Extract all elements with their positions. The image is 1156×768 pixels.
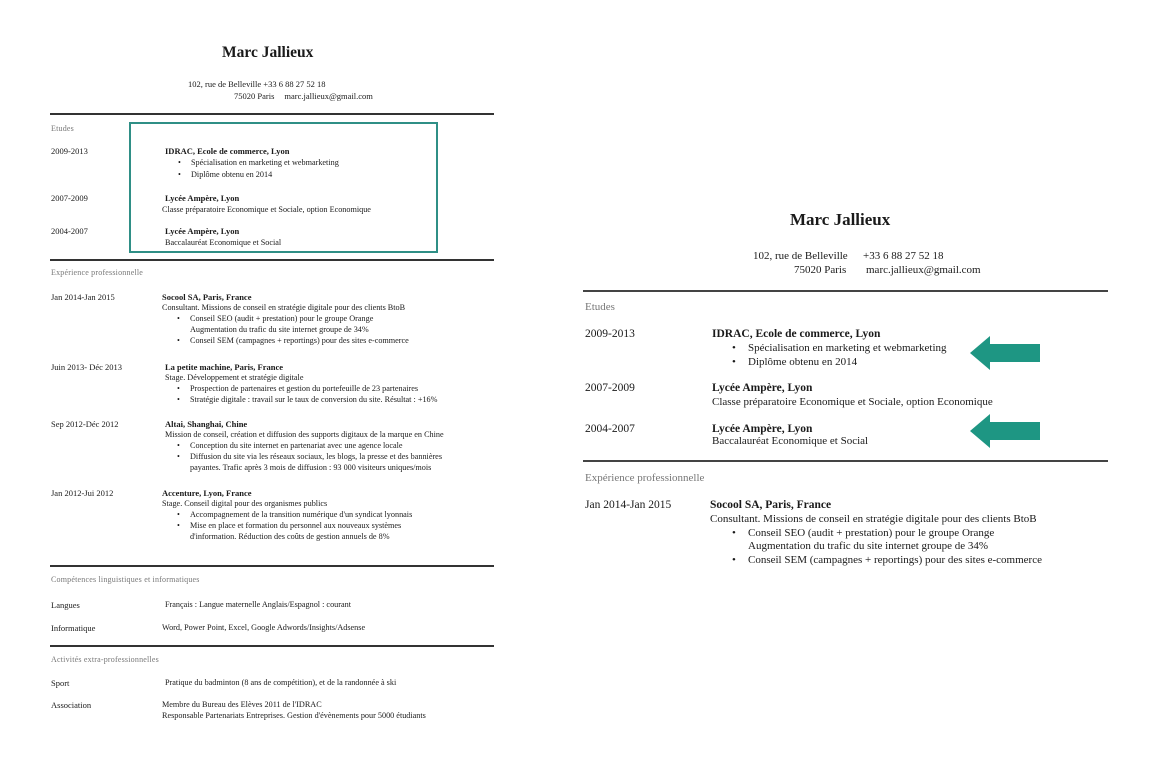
edu-institution: Lycée Ampère, Lyon (712, 382, 813, 394)
edu-bullet: • Spécialisation en marketing et webmarketing (748, 342, 947, 354)
divider (583, 290, 1108, 292)
edu-institution: IDRAC, Ecole de commerce, Lyon (712, 328, 881, 340)
activity-label: Association (51, 700, 92, 710)
exp-bullet-cont: Augmentation du trafic du site internet groupe de 34% (748, 540, 989, 552)
edu-date: 2009-2013 (585, 328, 635, 340)
exp-bullet: • Mise en place et formation du personnel aux nouveaux systèmes (190, 521, 401, 530)
exp-bullet: • Diffusion du site via les réseaux sociaux, les blogs, la presse et des bannières (190, 452, 442, 461)
cv-email: marc.jallieux@gmail.com (866, 264, 981, 276)
edu-detail: Baccalauréat Economique et Social (712, 435, 869, 447)
exp-date: Jan 2014-Jan 2015 (585, 499, 672, 511)
exp-role: Consultant. Missions de conseil en stratégie digitale pour des clients BtoB (710, 513, 1037, 525)
exp-bullet: • Prospection de partenaires et gestion du portefeuille de 23 partenaires (190, 384, 418, 393)
cv-name: Marc Jallieux (790, 210, 891, 229)
section-heading-experience: Expérience professionnelle (585, 472, 705, 484)
edu-detail: Classe préparatoire Economique et Sociale, option Economique (162, 205, 371, 214)
exp-role: Consultant. Missions de conseil en stratégie digitale pour des clients BtoB (162, 303, 406, 312)
edu-bullet: • Diplôme obtenu en 2014 (748, 356, 857, 368)
exp-date: Juin 2013- Déc 2013 (51, 362, 123, 372)
divider (50, 565, 494, 567)
skill-value: Français : Langue maternelle Anglais/Espagnol : courant (165, 600, 351, 609)
exp-role: Mission de conseil, création et diffusion des supports digitaux de la marque en Chine (165, 430, 444, 439)
section-heading-etudes: Etudes (585, 301, 615, 313)
edu-date: 2007-2009 (585, 382, 635, 394)
arrow-left-icon (970, 336, 1042, 370)
exp-date: Sep 2012-Déc 2012 (51, 419, 119, 429)
divider (583, 460, 1108, 462)
cv-city: 75020 Paris (234, 91, 275, 101)
divider (50, 259, 494, 261)
exp-bullet: • Conseil SEO (audit + prestation) pour le groupe Orange (190, 314, 373, 323)
arrow-left-icon (970, 414, 1042, 448)
cv-city: 75020 Paris (794, 264, 847, 276)
cv-phone: +33 6 88 27 52 18 (863, 250, 944, 262)
edu-date: 2009-2013 (51, 146, 88, 156)
exp-bullet-cont: payantes. Trafic après 3 mois de diffusion : 93 000 visiteurs uniques/mois (190, 463, 432, 472)
exp-company: Accenture, Lyon, France (162, 488, 252, 498)
edu-institution: IDRAC, Ecole de commerce, Lyon (165, 146, 290, 156)
edu-bullet: • Diplôme obtenu en 2014 (191, 170, 272, 179)
exp-bullet: • Accompagnement de la transition numérique d'un syndicat lyonnais (190, 510, 412, 519)
section-heading-activites: Activités extra-professionnelles (51, 655, 159, 664)
exp-company: Socool SA, Paris, France (162, 292, 252, 302)
section-heading-experience: Expérience professionnelle (51, 268, 144, 277)
edu-date: 2004-2007 (51, 226, 88, 236)
cv-address: 102, rue de Belleville +33 6 88 27 52 18 (188, 79, 326, 89)
activity-value: Responsable Partenariats Entreprises. Gestion d'évènements pour 5000 étudiants (162, 711, 426, 720)
exp-date: Jan 2012-Jui 2012 (51, 488, 114, 498)
cv-city-email (234, 91, 373, 101)
section-heading-competences: Compétences linguistiques et informatiques (51, 575, 200, 584)
exp-bullet: • Stratégie digitale : travail sur le taux de conversion du site. Résultat : +16% (190, 395, 437, 404)
skill-value: Word, Power Point, Excel, Google Adwords/Insights/Adsense (162, 623, 366, 632)
edu-institution: Lycée Ampère, Lyon (712, 423, 813, 435)
exp-role: Stage. Développement et stratégie digitale (165, 373, 304, 382)
cv-street: 102, rue de Belleville (753, 250, 848, 262)
skill-label: Langues (51, 600, 80, 610)
exp-bullet-cont: d'information. Réduction des coûts de gestion annuels de 8% (190, 532, 390, 541)
edu-institution: Lycée Ampère, Lyon (165, 193, 240, 203)
edu-detail: Baccalauréat Economique et Social (165, 238, 282, 247)
exp-bullet: • Conseil SEO (audit + prestation) pour le groupe Orange (748, 527, 994, 539)
exp-date: Jan 2014-Jan 2015 (51, 292, 115, 302)
edu-institution: Lycée Ampère, Lyon (165, 226, 240, 236)
exp-company: Socool SA, Paris, France (710, 499, 832, 511)
exp-bullet: • Conception du site internet en partenariat avec une agence locale (190, 441, 403, 450)
zoomed-cv-preview (560, 0, 1156, 768)
divider (50, 113, 494, 115)
activity-label: Sport (51, 678, 70, 688)
cv-name: Marc Jallieux (222, 44, 314, 61)
edu-date: 2007-2009 (51, 193, 88, 203)
edu-bullet: • Spécialisation en marketing et webmarketing (191, 158, 339, 167)
activity-value: Pratique du badminton (8 ans de compétition), et de la randonnée à ski (165, 678, 397, 687)
exp-bullet-cont: Augmentation du trafic du site internet groupe de 34% (190, 325, 369, 334)
edu-detail: Classe préparatoire Economique et Sociale, option Economique (712, 396, 993, 408)
divider (50, 645, 494, 647)
edu-date: 2004-2007 (585, 423, 635, 435)
full-cv-preview (0, 0, 560, 768)
exp-company: La petite machine, Paris, France (165, 362, 284, 372)
exp-bullet: • Conseil SEM (campagnes + reportings) pour des sites e-commerce (748, 554, 1042, 566)
exp-company: Altai, Shanghai, Chine (165, 419, 248, 429)
section-heading-etudes: Etudes (51, 124, 74, 133)
exp-role: Stage. Conseil digital pour des organismes publics (162, 499, 328, 508)
skill-label: Informatique (51, 623, 96, 633)
cv-email: marc.jallieux@gmail.com (284, 91, 373, 101)
exp-bullet: • Conseil SEM (campagnes + reportings) pour des sites e-commerce (190, 336, 409, 345)
activity-value: Membre du Bureau des Elèves 2011 de l'IDRAC (162, 700, 322, 709)
